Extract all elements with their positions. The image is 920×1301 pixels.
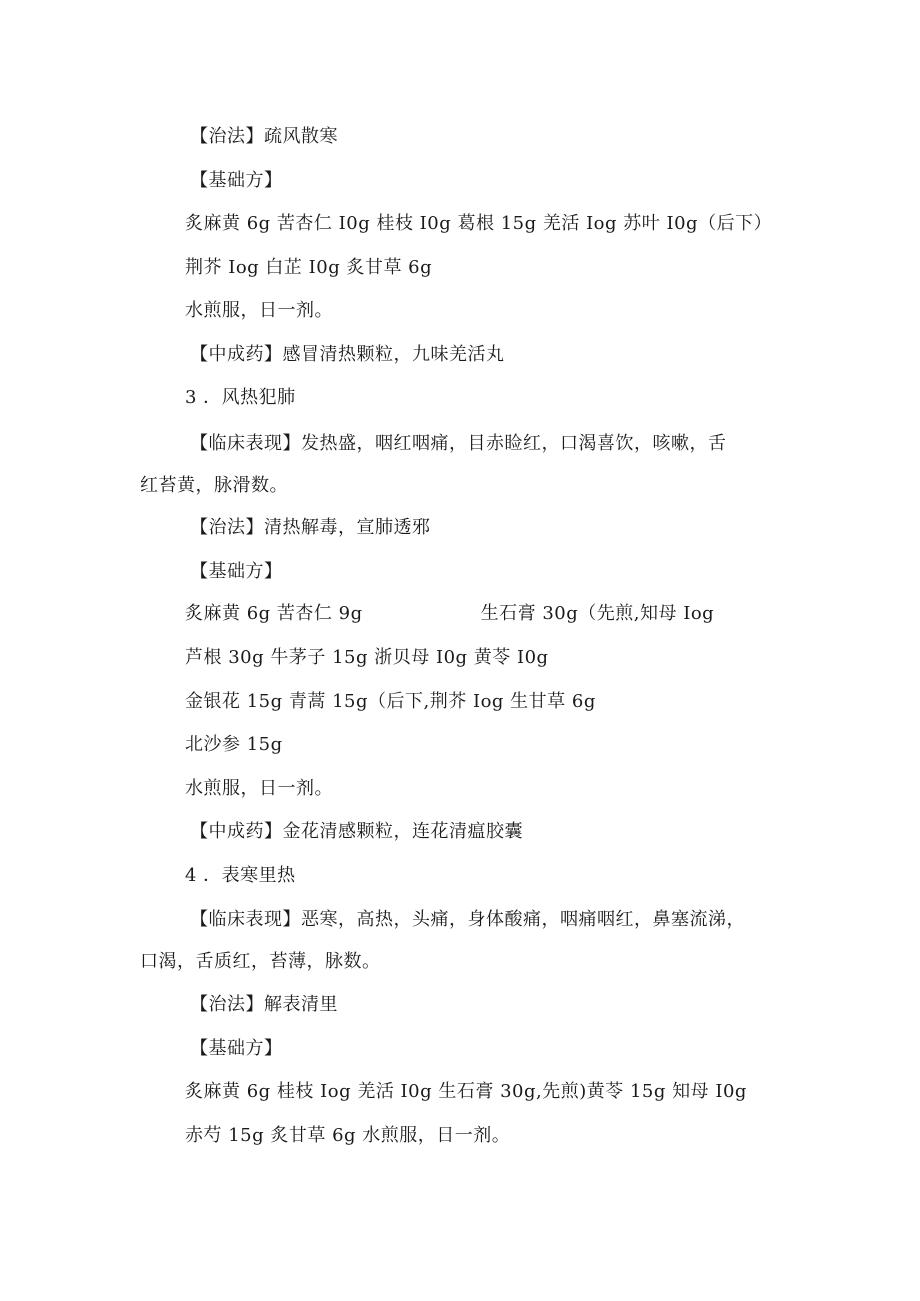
base-formula-heading: 【基础方】 [190,170,283,191]
patent-medicine-line: 【中成药】金花清感颗粒，连花清瘟胶囊 [190,821,523,842]
formula-line: 赤芍 15g 炙甘草 6g 水煎服，日一剂。 [185,1125,511,1146]
formula-line [185,602,714,626]
formula-line: 炙麻黄 6g 苦杏仁 I0g 桂枝 I0g 葛根 15g 羌活 Iog 苏叶 I0g（后下） [185,213,773,234]
clinical-manifestation-continuation: 口渴，舌质红，苔薄，脉数。 [140,951,381,972]
treatment-method-line: 【治法】疏风散寒 [190,126,338,147]
formula-line: 北沙参 15g [185,734,283,755]
formula-line: 金银花 15g 青蒿 15g（后下,荆芥 Iog 生甘草 6g [185,691,596,712]
patent-medicine-line: 【中成药】感冒清热颗粒，九味羌活丸 [190,344,505,365]
base-formula-heading: 【基础方】 [190,1038,283,1059]
formula-line: 荆芥 Iog 白芷 I0g 炙甘草 6g [185,257,433,278]
formula-line: 炙麻黄 6g 桂枝 Iog 羌活 I0g 生石膏 30g,先煎)黄苓 15g 知母 I0g [185,1081,747,1102]
dosage-instruction: 水煎服，日一剂。 [185,778,333,799]
clinical-manifestation-line: 【临床表现】恶寒，高热，头痛，身体酸痛，咽痛咽红，鼻塞流涕， [190,909,745,930]
base-formula-heading: 【基础方】 [190,561,283,582]
clinical-manifestation-line: 【临床表现】发热盛，咽红咽痛，目赤睑红，口渴喜饮，咳嗽，舌 [190,433,727,454]
dosage-instruction: 水煎服，日一剂。 [185,300,333,321]
formula-segment: 生石膏 30g（先煎,知母 Iog [480,603,715,624]
treatment-method-line: 【治法】清热解毒，宣肺透邪 [190,517,431,538]
treatment-method-line: 【治法】解表清里 [190,994,338,1015]
clinical-manifestation-continuation: 红苔黄，脉滑数。 [140,475,288,496]
formula-line: 芦根 30g 牛茅子 15g 浙贝母 I0g 黄苓 I0g [185,647,549,668]
formula-segment: 炙麻黄 6g 苦杏仁 9g [185,603,363,624]
section-heading: 3 ．风热犯肺 [185,387,296,408]
section-heading: 4 ．表寒里热 [185,865,296,886]
